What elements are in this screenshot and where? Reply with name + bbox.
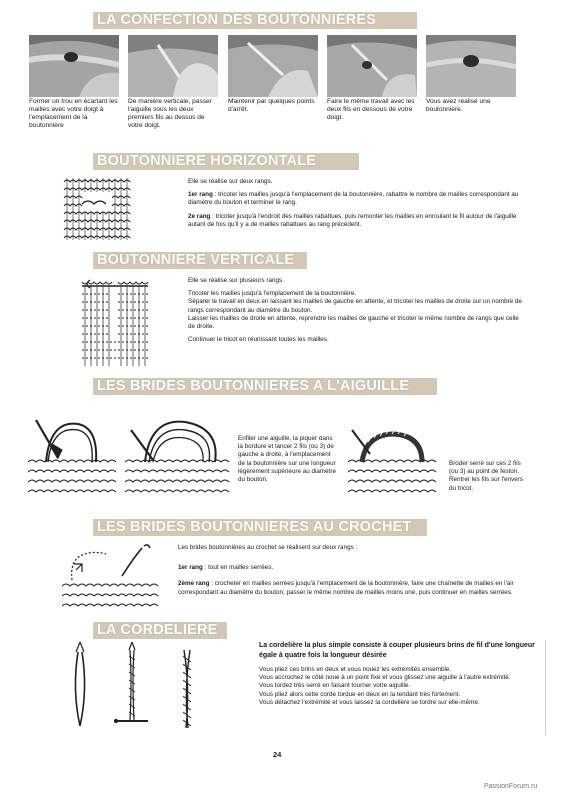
crochet-rang1-text: : tout en mailles serrées.	[202, 564, 274, 572]
verticale-para4: Continuer le tricot en réunissant toutes les mailles.	[188, 336, 329, 344]
cordeliere-text	[259, 641, 542, 707]
heading-brides-aiguille: LES BRIDES BOUTONNIERES A L'AIGUILLE	[93, 378, 437, 395]
horizontale-intro: Elle se réalise sur deux rangs.	[188, 178, 273, 185]
step-photo-1	[29, 35, 119, 97]
heading-cordeliere: LA CORDELIERE	[93, 622, 227, 639]
needle-loop-diagram-1	[28, 410, 116, 502]
verticale-para1: Tricoter les mailles jusqu'à l'emplacement de la boutonnière.	[188, 290, 357, 298]
step-photo-2	[128, 35, 218, 97]
horizontale-text	[188, 178, 523, 234]
cord-twist-needle-diagram	[112, 640, 152, 730]
step-photo-3	[228, 35, 318, 97]
crochet-rang1-label: 1er rang	[178, 564, 203, 572]
needle-loop-diagram-2	[125, 410, 230, 502]
aiguille-text-1: Enfiler une aiguille, la piquer dans la bordure et lancer 2 fils (ou 3) de gauche à droite, à l'emplacement de la boutonnière sur une longueur légèrement supérieure au diamètre du bouton.	[238, 435, 337, 484]
margin-rule	[545, 640, 546, 735]
step-photo-5	[426, 35, 516, 97]
needle-feston-diagram	[348, 420, 442, 502]
crochet-rang2-label: 2ème rang	[178, 580, 210, 588]
rang2-label: 2e rang	[188, 212, 211, 220]
cordeliere-lead: La cordelière la plus simple consiste à couper plusieurs brins de fil d'une longueur égale à quatre fois la longueur désirée	[259, 642, 535, 659]
horizontale-rang1	[188, 191, 523, 207]
crochet-rang1	[178, 564, 528, 572]
rang1-label: 1er rang	[188, 191, 213, 199]
heading-verticale: BOUTONNIERE VERTICALE	[93, 252, 307, 269]
crochet-rang2-text: : crocheter en mailles serrées jusqu'à l'emplacement de la boutonnière, faire une chaînette de mailles en l'air correspondant au diamètre du bouton, passer le même nombre de mailles moins une, puis continuer en mailles serrées.	[178, 580, 514, 596]
heading-brides-crochet: LES BRIDES BOUTONNIERES AU CROCHET	[93, 519, 427, 536]
step-caption-3: Maintenir par quelques points d'arrêt.	[228, 98, 315, 113]
crochet-intro: Les brides boutonnières au crochet se réalisent sur deux rangs :	[178, 544, 358, 551]
verticale-para2: Séparer le travail en deux en laissant les mailles de gauche en attente, et tricoter les mailles de droite sur un nombre de rangs correspondant au diamètre du bouton.	[188, 298, 522, 314]
step-caption-5: Vous avez réalisé une boutonnière.	[426, 98, 491, 113]
step-photo-4	[327, 35, 417, 97]
verticale-intro: Elle se réalise sur plusieurs rangs.	[188, 277, 284, 284]
cordeliere-line-1: Vous pliez ces brins en deux et vous nouez les extrémités ensemble.	[259, 666, 452, 673]
rang2-text: : tricoter jusqu'à l'endroit des mailles rabattues, puis remonter les mailles en enroulant le fil autour de l'aiguille autant de fois qu'il y a de mailles rabattues au rang précédent.	[188, 212, 517, 228]
heading-confection: LA CONFECTION DES BOUTONNIERES	[93, 12, 417, 29]
horizontal-buttonhole-diagram	[62, 176, 134, 242]
crochet-rang2	[178, 580, 528, 596]
verticale-para3: Laisser les mailles de droite en attente, reprendre les mailles de gauche et tricoter le même nombre de rangs que celle de droite.	[188, 314, 519, 331]
step-caption-1: Former un trou en écartant les mailles avec votre doigt à l'emplacement de la boutonnière	[29, 98, 118, 129]
cordeliere-line-2: Vous accrochez le côté noué à un point fixe et vous glissez une aiguille à l'autre extrémité.	[259, 674, 511, 682]
page-number: 24	[273, 750, 282, 759]
step-caption-2: De manière verticale, passer l'aiguille sous les deux premiers fils au dessus de votre doigt.	[128, 98, 212, 129]
horizontale-rang2	[188, 213, 523, 229]
watermark: PassionForum.ru	[484, 783, 538, 790]
cordeliere-line-5: Vous détachez l'extrémité et vous laissez la cordelière se tordre sur elle-même.	[259, 698, 480, 706]
crochet-diagram	[62, 540, 162, 610]
verticale-text	[188, 277, 523, 349]
cordeliere-line-4: Vous pliez alors cette corde tordue en deux en la tendant très fortement.	[259, 690, 461, 698]
rang1-text: : tricoter les mailles jusqu'à l'emplacement de la boutonnière, rabattre le nombre de mailles correspondant au diamètre du bouton et terminer le rang.	[188, 191, 519, 207]
aiguille-text-2: Broder serré sur ces 2 fils (ou 3) au point de feston. Rentrer les fils sur l'envers du tricot.	[449, 460, 523, 492]
heading-horizontale: BOUTONNIERE HORIZONTALE	[93, 153, 359, 170]
step-caption-4: Faire le même travail avec les deux fils en dessous de votre doigt.	[327, 98, 415, 121]
cordeliere-line-3: Vous tordez très serré en faisant tourner votre aiguille.	[259, 682, 411, 690]
cord-finished-diagram	[178, 648, 196, 730]
crochet-text	[178, 544, 528, 602]
cord-loop-diagram	[68, 640, 92, 730]
vertical-buttonhole-diagram	[80, 276, 150, 368]
